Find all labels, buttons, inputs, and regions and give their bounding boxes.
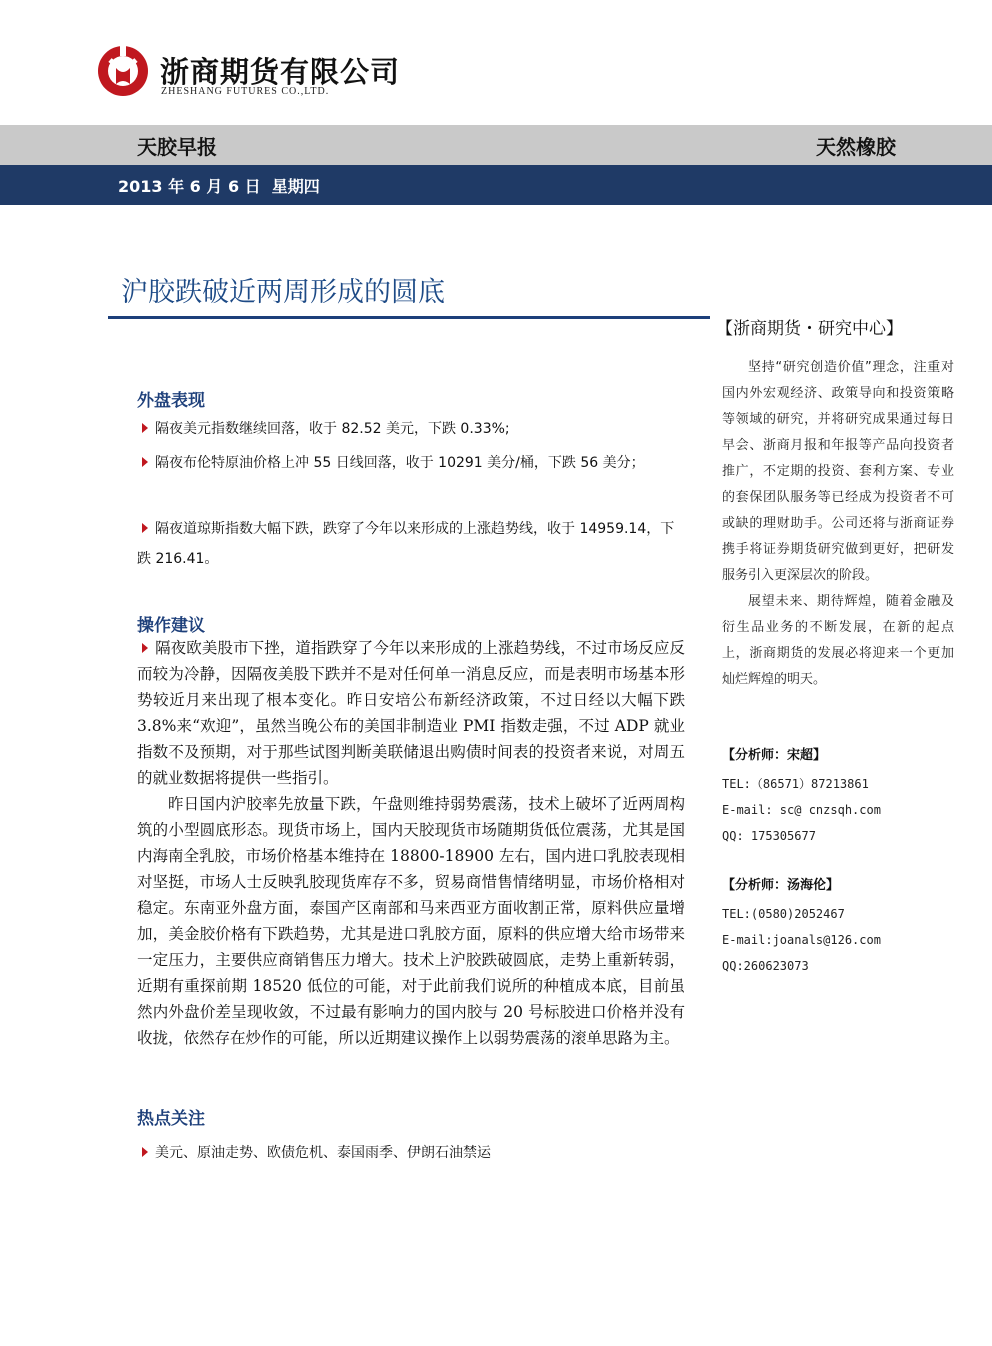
advice-body xyxy=(137,635,685,1051)
list-item xyxy=(137,414,685,444)
analyst-qq: QQ:260623073 xyxy=(722,959,809,973)
advice-text: 隔夜欧美股市下挫，道指跌穿了今年以来形成的上涨趋势线，不过市场反应反而较为冷静，因隔夜美股下跌并不是对任何单一消息反应，而是表明市场基本形势较近月来出现了根本变化。昨日安培公布新经济政策，不过日经以大幅下跌 3.8%来“欢迎”，虽然当晚公布的美国非制造业 PMI 指数走强，不过 ADP 就业指数不及预期，对于那些试图判断美联储退出购债时间表的投资者来说，对周五的就业数据将提供一些指引。 xyxy=(137,639,685,787)
analyst-card xyxy=(722,744,962,849)
bullet-text: 隔夜美元指数继续回落，收于 82.52 美元，下跌 0.33%; xyxy=(155,421,510,437)
company-name-en: ZHESHANG FUTURES CO.,LTD. xyxy=(161,86,330,97)
analyst-name: 【分析师：汤海伦】 xyxy=(722,878,840,893)
bullet-arrow-icon xyxy=(142,423,148,433)
advice-paragraph xyxy=(137,635,685,791)
analyst-tel: TEL:（86571）87213861 xyxy=(722,777,869,791)
analyst-tel: TEL:(0580)2052467 xyxy=(722,907,845,921)
analyst-qq: QQ: 175305677 xyxy=(722,829,816,843)
analyst-card xyxy=(722,874,962,979)
section-heading-advice: 操作建议 xyxy=(137,616,205,636)
list-item xyxy=(137,448,685,478)
bullet-text: 美元、原油走势、欧债危机、泰国雨季、伊朗石油禁运 xyxy=(155,1145,491,1161)
sidebar-title: 【浙商期货・研究中心】 xyxy=(716,319,903,339)
report-date: 2013 年 6 月 6 日 星期四 xyxy=(118,177,320,196)
analyst-name: 【分析师：宋超】 xyxy=(722,748,827,763)
company-logo-icon xyxy=(96,44,150,98)
section-heading-hotspots: 热点关注 xyxy=(137,1109,205,1129)
bullet-arrow-icon xyxy=(142,457,148,467)
report-category: 天然橡胶 xyxy=(816,135,896,159)
sidebar-paragraph: 展望未来、期待辉煌，随着金融及衍生品业务的不断发展，在新的起点上，浙商期货的发展必将迎来一个更加灿烂辉煌的明天。 xyxy=(722,594,954,687)
page-title: 沪胶跌破近两周形成的圆底 xyxy=(121,277,445,308)
title-divider xyxy=(108,316,710,319)
sidebar-intro xyxy=(722,355,954,693)
section-heading-overseas: 外盘表现 xyxy=(137,391,205,411)
analyst-email[interactable]: E-mail: sc@ cnzsqh.com xyxy=(722,803,881,817)
list-item xyxy=(137,1138,685,1168)
bullet-arrow-icon xyxy=(142,643,148,653)
list-item xyxy=(137,514,685,574)
analyst-email[interactable]: E-mail:joanals@126.com xyxy=(722,933,881,947)
company-name-cn: 浙商期货有限公司 xyxy=(160,55,401,89)
advice-paragraph: 昨日国内沪胶率先放量下跌，午盘则维持弱势震荡，技术上破坏了近两周构筑的小型圆底形态。现货市场上，国内天胶现货市场随期货低位震荡，尤其是国内海南全乳胶，市场价格基本维持在 18800-18900 左右，国内进口乳胶表现相对坚挺，市场人士反映乳胶现货库存不多，贸易商惜售情绪明显，市场价格相对稳定。东南亚外盘方面，泰国产区南部和马来西亚方面收割正常，原料供应量增加，美金胶价格有下跌趋势，尤其是进口乳胶方面，原料的供应增大给市场带来一定压力，主要供应商销售压力增大。技术上沪胶跌破圆底，走势上重新转弱，近期有重探前期 18520 低位的可能，对于此前我们说所的种植成本底，目前虽然内外盘价差呈现收敛，不过最有影响力的国内胶与 20 号标胶进口价格并没有收拢，依然存在炒作的可能，所以近期建议操作上以弱势震荡的滚单思路为主。 xyxy=(137,795,685,1047)
sidebar-paragraph: 坚持“研究创造价值”理念，注重对国内外宏观经济、政策导向和投资策略等领域的研究，并将研究成果通过每日早会、浙商月报和年报等产品向投资者推广，不定期的投资、套利方案、专业的套保团队服务等已经成为投资者不可或缺的理财助手。公司还将与浙商证券携手将证券期货研究做到更好，把研发服务引入更深层次的阶段。 xyxy=(722,360,954,583)
bullet-text: 隔夜道琼斯指数大幅下跌，跌穿了今年以来形成的上涨趋势线，收于 14959.14，下跌 216.41。 xyxy=(137,521,675,567)
report-name: 天胶早报 xyxy=(137,135,217,159)
bullet-arrow-icon xyxy=(142,523,148,533)
bullet-arrow-icon xyxy=(142,1147,148,1157)
bullet-text: 隔夜布伦特原油价格上冲 55 日线回落，收于 10291 美分/桶，下跌 56 美分； xyxy=(155,455,645,471)
